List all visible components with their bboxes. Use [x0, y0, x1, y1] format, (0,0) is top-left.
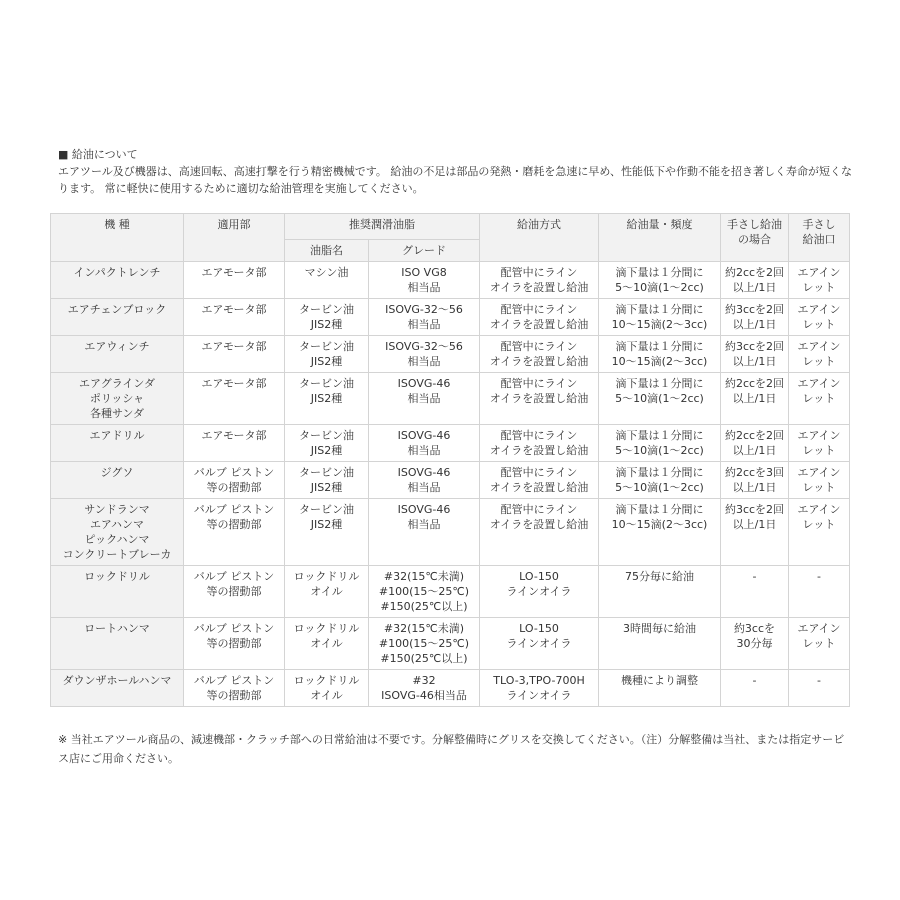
cell-port: エアイン レット	[789, 462, 850, 499]
cell-grade: #32(15℃未満) #100(15～25℃) #150(25℃以上)	[369, 566, 480, 618]
cell-port: エアイン レット	[789, 262, 850, 299]
cell-port: エアイン レット	[789, 336, 850, 373]
cell-part: バルブ ピストン 等の摺動部	[184, 462, 285, 499]
cell-manual: -	[721, 670, 789, 707]
cell-method: 配管中にライン オイラを設置し給油	[480, 462, 599, 499]
cell-manual: 約3ccを 30分毎	[721, 618, 789, 670]
header-amount: 給油量・頻度	[599, 214, 721, 262]
cell-grade: #32(15℃未満) #100(15～25℃) #150(25℃以上)	[369, 618, 480, 670]
cell-part: エアモータ部	[184, 336, 285, 373]
cell-method: 配管中にライン オイラを設置し給油	[480, 425, 599, 462]
cell-grade: ISOVG-46 相当品	[369, 373, 480, 425]
cell-method: 配管中にライン オイラを設置し給油	[480, 499, 599, 566]
header-method: 給油方式	[480, 214, 599, 262]
cell-part: バルブ ピストン 等の摺動部	[184, 670, 285, 707]
cell-amount: 75分毎に給油	[599, 566, 721, 618]
lubrication-intro	[58, 146, 858, 197]
cell-amount: 滴下量は１分間に 5～10滴(1～2cc)	[599, 425, 721, 462]
cell-oil: ロックドリル オイル	[285, 566, 369, 618]
table-row	[51, 618, 850, 670]
cell-oil: タービン油 JIS2種	[285, 299, 369, 336]
cell-part: バルブ ピストン 等の摺動部	[184, 566, 285, 618]
table-row	[51, 425, 850, 462]
cell-oil: ロックドリル オイル	[285, 618, 369, 670]
cell-grade: ISOVG-32～56 相当品	[369, 299, 480, 336]
table-row	[51, 462, 850, 499]
table-row	[51, 262, 850, 299]
cell-grade: ISOVG-46 相当品	[369, 499, 480, 566]
cell-machine: エアドリル	[51, 425, 184, 462]
cell-machine: エアグラインダ ポリッシャ 各種サンダ	[51, 373, 184, 425]
cell-oil: タービン油 JIS2種	[285, 425, 369, 462]
header-manual-port: 手さし 給油口	[789, 214, 850, 262]
cell-part: バルブ ピストン 等の摺動部	[184, 618, 285, 670]
cell-machine: サンドランマ エアハンマ ピックハンマ コンクリートブレーカ	[51, 499, 184, 566]
cell-oil: マシン油	[285, 262, 369, 299]
header-oil-name: 油脂名	[285, 240, 369, 262]
cell-port: エアイン レット	[789, 618, 850, 670]
cell-machine: ジグソ	[51, 462, 184, 499]
cell-amount: 滴下量は１分間に 10～15滴(2～3cc)	[599, 299, 721, 336]
lubrication-table	[50, 213, 850, 707]
cell-manual: -	[721, 566, 789, 618]
section-heading: ■ 給油について	[58, 148, 138, 161]
cell-grade: ISOVG-46 相当品	[369, 462, 480, 499]
cell-machine: エアウィンチ	[51, 336, 184, 373]
table-row	[51, 566, 850, 618]
cell-oil: タービン油 JIS2種	[285, 499, 369, 566]
cell-oil: タービン油 JIS2種	[285, 373, 369, 425]
cell-part: エアモータ部	[184, 373, 285, 425]
cell-manual: 約3ccを2回 以上/1日	[721, 499, 789, 566]
cell-manual: 約2ccを2回 以上/1日	[721, 373, 789, 425]
cell-port: エアイン レット	[789, 373, 850, 425]
cell-amount: 滴下量は１分間に 5～10滴(1～2cc)	[599, 373, 721, 425]
cell-part: エアモータ部	[184, 299, 285, 336]
cell-port: -	[789, 670, 850, 707]
cell-port: エアイン レット	[789, 425, 850, 462]
header-recommended: 推奨潤滑油脂	[285, 214, 480, 240]
cell-manual: 約2ccを2回 以上/1日	[721, 262, 789, 299]
cell-grade: ISOVG-46 相当品	[369, 425, 480, 462]
cell-oil: タービン油 JIS2種	[285, 462, 369, 499]
table-row	[51, 336, 850, 373]
cell-machine: ロックドリル	[51, 566, 184, 618]
table-row	[51, 299, 850, 336]
footnote: ※ 当社エアツール商品の、減速機部・クラッチ部への日常給油は不要です。分解整備時にグリスを交換してください。（注）分解整備は当社、または指定サービス店にご用命ください。	[58, 733, 845, 765]
cell-amount: 滴下量は１分間に 5～10滴(1～2cc)	[599, 262, 721, 299]
header-manual-case: 手さし給油 の場合	[721, 214, 789, 262]
cell-method: TLO-3,TPO-700H ラインオイラ	[480, 670, 599, 707]
table-row	[51, 499, 850, 566]
cell-method: 配管中にライン オイラを設置し給油	[480, 336, 599, 373]
cell-manual: 約2ccを3回 以上/1日	[721, 462, 789, 499]
cell-manual: 約2ccを2回 以上/1日	[721, 425, 789, 462]
header-grade: グレード	[369, 240, 480, 262]
cell-method: 配管中にライン オイラを設置し給油	[480, 262, 599, 299]
cell-grade: ISOVG-32～56 相当品	[369, 336, 480, 373]
header-part: 適用部	[184, 214, 285, 262]
cell-port: エアイン レット	[789, 299, 850, 336]
table-row	[51, 373, 850, 425]
cell-amount: 滴下量は１分間に 10～15滴(2～3cc)	[599, 336, 721, 373]
cell-machine: インパクトレンチ	[51, 262, 184, 299]
cell-part: バルブ ピストン 等の摺動部	[184, 499, 285, 566]
cell-manual: 約3ccを2回 以上/1日	[721, 336, 789, 373]
cell-grade: ISO VG8 相当品	[369, 262, 480, 299]
cell-machine: エアチェンブロック	[51, 299, 184, 336]
cell-port: -	[789, 566, 850, 618]
cell-method: 配管中にライン オイラを設置し給油	[480, 373, 599, 425]
cell-oil: タービン油 JIS2種	[285, 336, 369, 373]
cell-amount: 3時間毎に給油	[599, 618, 721, 670]
cell-method: 配管中にライン オイラを設置し給油	[480, 299, 599, 336]
intro-paragraph: エアツール及び機器は、高速回転、高速打撃を行う精密機械です。 給油の不足は部品の発熱・磨耗を急速に早め、性能低下や作動不能を招き著しく寿命が短くなります。 常に軽快に使用するために適切な給油管理を実施してください。	[58, 165, 852, 195]
cell-method: LO-150 ラインオイラ	[480, 566, 599, 618]
cell-oil: ロックドリル オイル	[285, 670, 369, 707]
cell-amount: 滴下量は１分間に 5～10滴(1～2cc)	[599, 462, 721, 499]
cell-amount: 機種により調整	[599, 670, 721, 707]
cell-port: エアイン レット	[789, 499, 850, 566]
cell-grade: #32 ISOVG-46相当品	[369, 670, 480, 707]
cell-method: LO-150 ラインオイラ	[480, 618, 599, 670]
header-machine: 機 種	[51, 214, 184, 262]
table-row	[51, 670, 850, 707]
cell-amount: 滴下量は１分間に 10～15滴(2～3cc)	[599, 499, 721, 566]
cell-machine: ロートハンマ	[51, 618, 184, 670]
cell-part: エアモータ部	[184, 425, 285, 462]
cell-part: エアモータ部	[184, 262, 285, 299]
cell-machine: ダウンザホールハンマ	[51, 670, 184, 707]
cell-manual: 約3ccを2回 以上/1日	[721, 299, 789, 336]
